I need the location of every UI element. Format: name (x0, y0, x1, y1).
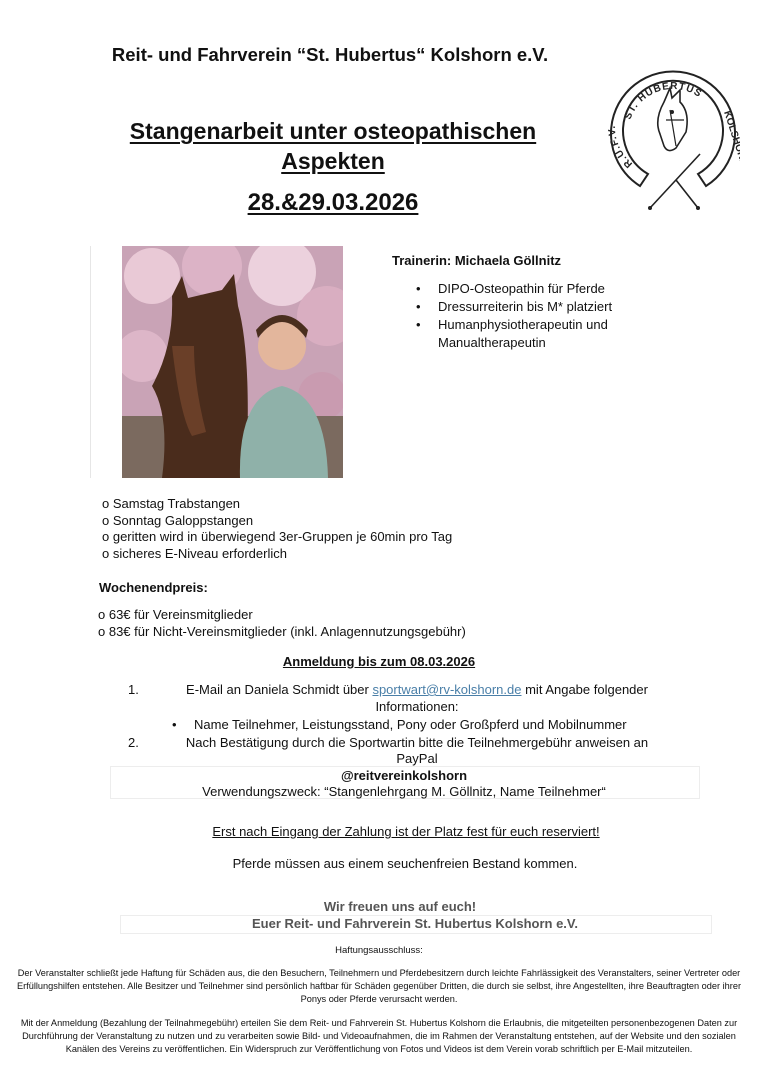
pricing-list (98, 607, 466, 640)
page-title-line1: Stangenarbeit unter osteopathischen (129, 118, 537, 144)
list-item: o sicheres E-Niveau erforderlich (102, 545, 287, 561)
horse-note: Pferde müssen aus einem seuchenfreien Bestand kommen. (232, 856, 578, 868)
list-item: • Humanphysiotherapeutin und Manualtherapeutin (414, 316, 744, 352)
step-number: 2. (128, 735, 139, 750)
svg-text:R.U.F.V. (607, 125, 635, 170)
event-date: 28.&29.03.2026 (247, 189, 419, 216)
disclaimer-heading: Haftungsausschluss: (335, 945, 423, 956)
logo-text-left: R.U.F.V. (606, 124, 635, 170)
divider (90, 246, 91, 478)
list-item: o 83€ für Nicht-Vereinsmitglieder (inkl. Anlagennutzungsgebühr) (98, 623, 466, 639)
list-item: • Dressurreiterin bis M* platziert (414, 298, 744, 316)
club-logo (606, 54, 740, 214)
list-item: o geritten wird in überwiegend 3er-Gruppen je 60min pro Tag (102, 529, 453, 544)
list-item: o 63€ für Vereinsmitglieder (98, 607, 253, 622)
disclaimer-paragraph: Der Veranstalter schließt jede Haftung für Schäden aus, die den Besuchern, Teilnehmern und Pferdebesitzern durch leichte Fahrlässigkeit des Veranstalters, seiner Vertreter oder Erfüllungshilfen entstehen. Alle Besitzer und Teilnehmer sind persönlich haftbar für Schäden gegenüber Dritten, die durch sie selbst, ihre Angestellten, ihre Beauftragten oder ihrer Ponys oder Pferde verursacht werden. (16, 968, 742, 1004)
list-item: o Sonntag Galoppstangen (102, 512, 254, 528)
logo-text-top: ST. HUBERTUS (622, 80, 704, 122)
step1-text: E-Mail an Daniela Schmidt über (186, 682, 373, 697)
bullet: • (172, 717, 177, 732)
consent-paragraph: Mit der Anmeldung (Bezahlung der Teilnahmegebühr) erteilen Sie dem Reit- und Fahrverein St. Hubertus Kolshorn die Erlaubnis, die mitgeteilten personenbezogenen Daten zur Durchführung der Veranstaltung zu nutzen und zu verarbeiten sowie Bild- und Videoaufnahmen, die im Rahmen der Veranstaltung entstehen, auf der Website und den sozialen Kanälen des Vereins zu veröffentlichen. Ein Widerspruch zur Veröffentlichung von Fotos und Videos ist dem Verein vorab schriftlich per E-Mail mitzuteilen. (20, 1018, 738, 1054)
qualifications-list (414, 280, 744, 352)
step1-text-end: mit Angabe folgender (521, 682, 648, 697)
step-number: 1. (128, 682, 139, 697)
logo-text-right: KOLSHORN (721, 109, 740, 168)
registration-steps (100, 682, 700, 772)
payment-purpose: Verwendungszweck: “Stangenlehrgang M. Göllnitz, Name Teilnehmer“ (202, 784, 606, 799)
closing-signature: Euer Reit- und Fahrverein St. Hubertus Kolshorn e.V. (251, 916, 579, 931)
step1-line2: Informationen: (375, 699, 459, 714)
pricing-heading: Wochenendpreis: (99, 580, 208, 595)
step2-text: Nach Bestätigung durch die Sportwartin bitte die Teilnehmergebühr anweisen an (185, 735, 649, 750)
list-item: o Samstag Trabstangen (102, 496, 241, 511)
trainer-photo (122, 246, 343, 478)
email-link[interactable]: sportwart@rv-kolshorn.de (372, 682, 522, 697)
club-name: Reit- und Fahrverein “St. Hubertus“ Kolshorn e.V. (111, 44, 549, 65)
registration-heading: Anmeldung bis zum 08.03.2026 (282, 654, 476, 669)
sub-bullet-text: Name Teilnehmer, Leistungsstand, Pony oder Großpferd und Mobilnummer (194, 717, 627, 732)
paypal-name: @reitvereinkolshorn (340, 768, 468, 783)
payment-note: Erst nach Eingang der Zahlung ist der Platz fest für euch reserviert! (212, 824, 600, 839)
step2-line2: PayPal (396, 751, 438, 766)
trainer-name: Trainerin: Michaela Göllnitz (392, 253, 562, 268)
page-title-line2: Aspekten (281, 148, 385, 174)
closing-greeting: Wir freuen uns auf euch! (323, 899, 477, 914)
schedule-list (102, 496, 452, 562)
list-item: • DIPO-Osteopathin für Pferde (414, 280, 744, 298)
